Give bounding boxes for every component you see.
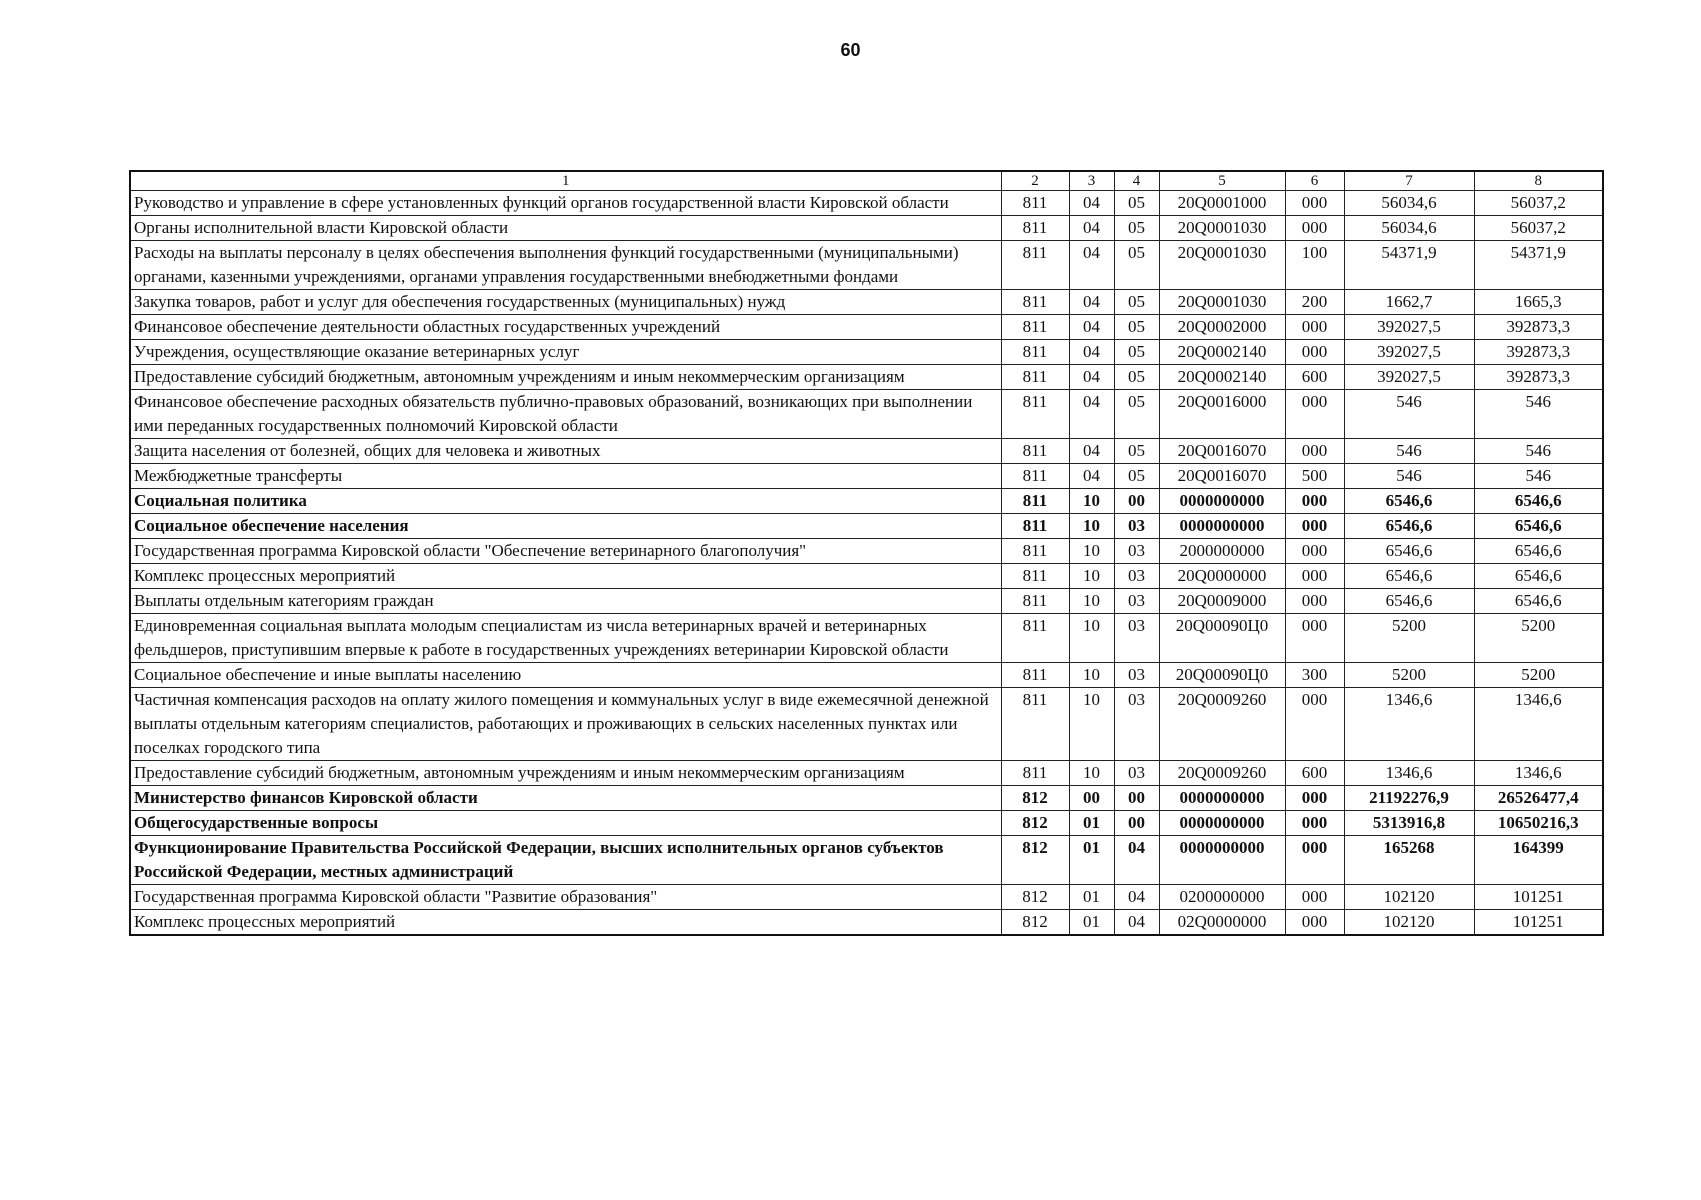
admin-code-cell: 812	[1001, 836, 1069, 885]
admin-code-cell: 811	[1001, 390, 1069, 439]
amount-year1-cell: 102120	[1344, 885, 1474, 910]
table-row	[130, 390, 1603, 439]
admin-code-cell: 811	[1001, 191, 1069, 216]
expense-type-cell: 000	[1285, 589, 1344, 614]
table-row	[130, 216, 1603, 241]
expense-type-cell: 600	[1285, 365, 1344, 390]
amount-year2-cell: 10650216,3	[1474, 811, 1603, 836]
amount-year1-cell: 6546,6	[1344, 589, 1474, 614]
target-article-cell: 20Q00090Ц0	[1159, 614, 1285, 663]
row-name-cell: Закупка товаров, работ и услуг для обеспечения государственных (муниципальных) нужд	[130, 290, 1001, 315]
expense-type-cell: 300	[1285, 663, 1344, 688]
row-name-cell: Государственная программа Кировской области "Обеспечение ветеринарного благополучия"	[130, 539, 1001, 564]
expense-type-cell: 000	[1285, 514, 1344, 539]
section-cell: 00	[1069, 786, 1114, 811]
row-name-cell: Комплекс процессных мероприятий	[130, 910, 1001, 936]
target-article-cell: 20Q0009260	[1159, 688, 1285, 761]
admin-code-cell: 812	[1001, 910, 1069, 936]
table-row	[130, 514, 1603, 539]
row-name-cell: Учреждения, осуществляющие оказание ветеринарных услуг	[130, 340, 1001, 365]
target-article-cell: 20Q0001030	[1159, 241, 1285, 290]
section-cell: 04	[1069, 365, 1114, 390]
table-row	[130, 340, 1603, 365]
expense-type-cell: 200	[1285, 290, 1344, 315]
subsection-cell: 03	[1114, 663, 1159, 688]
admin-code-cell: 811	[1001, 290, 1069, 315]
section-cell: 10	[1069, 564, 1114, 589]
subsection-cell: 05	[1114, 340, 1159, 365]
amount-year1-cell: 392027,5	[1344, 315, 1474, 340]
amount-year1-cell: 546	[1344, 464, 1474, 489]
amount-year1-cell: 5313916,8	[1344, 811, 1474, 836]
budget-table	[129, 170, 1604, 936]
admin-code-cell: 811	[1001, 663, 1069, 688]
table-row	[130, 489, 1603, 514]
admin-code-cell: 811	[1001, 564, 1069, 589]
row-name-cell: Государственная программа Кировской области "Развитие образования"	[130, 885, 1001, 910]
table-row	[130, 910, 1603, 936]
admin-code-cell: 811	[1001, 688, 1069, 761]
subsection-cell: 05	[1114, 464, 1159, 489]
amount-year1-cell: 56034,6	[1344, 191, 1474, 216]
subsection-cell: 03	[1114, 589, 1159, 614]
amount-year1-cell: 5200	[1344, 614, 1474, 663]
table-row	[130, 191, 1603, 216]
amount-year1-cell: 102120	[1344, 910, 1474, 936]
expense-type-cell: 600	[1285, 761, 1344, 786]
target-article-cell: 02Q0000000	[1159, 910, 1285, 936]
amount-year2-cell: 5200	[1474, 614, 1603, 663]
section-cell: 10	[1069, 663, 1114, 688]
table-row	[130, 761, 1603, 786]
row-name-cell: Расходы на выплаты персоналу в целях обеспечения выполнения функций государственными (муниципальными) органами, казенными учреждениями, органами управления государственными внебюджетными фондами	[130, 241, 1001, 290]
subsection-cell: 03	[1114, 688, 1159, 761]
admin-code-cell: 811	[1001, 439, 1069, 464]
amount-year2-cell: 6546,6	[1474, 564, 1603, 589]
section-cell: 10	[1069, 589, 1114, 614]
row-name-cell: Предоставление субсидий бюджетным, автономным учреждениям и иным некоммерческим организациям	[130, 365, 1001, 390]
section-cell: 01	[1069, 885, 1114, 910]
amount-year1-cell: 6546,6	[1344, 564, 1474, 589]
table-row	[130, 614, 1603, 663]
target-article-cell: 20Q0001030	[1159, 216, 1285, 241]
subsection-cell: 03	[1114, 761, 1159, 786]
section-cell: 04	[1069, 390, 1114, 439]
section-cell: 10	[1069, 539, 1114, 564]
table-row	[130, 564, 1603, 589]
section-cell: 10	[1069, 514, 1114, 539]
section-cell: 04	[1069, 439, 1114, 464]
amount-year2-cell: 1665,3	[1474, 290, 1603, 315]
section-cell: 04	[1069, 315, 1114, 340]
subsection-cell: 05	[1114, 439, 1159, 464]
target-article-cell: 20Q0002000	[1159, 315, 1285, 340]
amount-year2-cell: 6546,6	[1474, 514, 1603, 539]
amount-year1-cell: 546	[1344, 390, 1474, 439]
row-name-cell: Министерство финансов Кировской области	[130, 786, 1001, 811]
column-number-row	[130, 171, 1603, 191]
table-row	[130, 663, 1603, 688]
admin-code-cell: 812	[1001, 811, 1069, 836]
column-header: 4	[1114, 171, 1159, 191]
subsection-cell: 05	[1114, 315, 1159, 340]
target-article-cell: 0000000000	[1159, 811, 1285, 836]
row-name-cell: Руководство и управление в сфере установленных функций органов государственной власти Кировской области	[130, 191, 1001, 216]
table-row	[130, 811, 1603, 836]
row-name-cell: Функционирование Правительства Российской Федерации, высших исполнительных органов субъектов Российской Федерации, местных администраций	[130, 836, 1001, 885]
table-row	[130, 539, 1603, 564]
amount-year2-cell: 54371,9	[1474, 241, 1603, 290]
subsection-cell: 05	[1114, 241, 1159, 290]
target-article-cell: 20Q0001030	[1159, 290, 1285, 315]
subsection-cell: 03	[1114, 514, 1159, 539]
table-body	[130, 191, 1603, 936]
subsection-cell: 05	[1114, 365, 1159, 390]
amount-year2-cell: 56037,2	[1474, 191, 1603, 216]
row-name-cell: Финансовое обеспечение деятельности областных государственных учреждений	[130, 315, 1001, 340]
subsection-cell: 04	[1114, 836, 1159, 885]
row-name-cell: Выплаты отдельным категориям граждан	[130, 589, 1001, 614]
target-article-cell: 0000000000	[1159, 489, 1285, 514]
expense-type-cell: 000	[1285, 340, 1344, 365]
amount-year1-cell: 392027,5	[1344, 340, 1474, 365]
amount-year2-cell: 546	[1474, 464, 1603, 489]
expense-type-cell: 000	[1285, 688, 1344, 761]
expense-type-cell: 000	[1285, 786, 1344, 811]
table-row	[130, 290, 1603, 315]
table-row	[130, 464, 1603, 489]
amount-year2-cell: 546	[1474, 390, 1603, 439]
amount-year1-cell: 165268	[1344, 836, 1474, 885]
expense-type-cell: 000	[1285, 836, 1344, 885]
amount-year1-cell: 6546,6	[1344, 514, 1474, 539]
table-row	[130, 836, 1603, 885]
amount-year1-cell: 1346,6	[1344, 761, 1474, 786]
amount-year1-cell: 56034,6	[1344, 216, 1474, 241]
section-cell: 01	[1069, 811, 1114, 836]
subsection-cell: 05	[1114, 290, 1159, 315]
row-name-cell: Органы исполнительной власти Кировской области	[130, 216, 1001, 241]
admin-code-cell: 811	[1001, 365, 1069, 390]
expense-type-cell: 000	[1285, 315, 1344, 340]
table-row	[130, 365, 1603, 390]
amount-year2-cell: 26526477,4	[1474, 786, 1603, 811]
amount-year2-cell: 6546,6	[1474, 539, 1603, 564]
table-row	[130, 589, 1603, 614]
target-article-cell: 20Q0016070	[1159, 439, 1285, 464]
target-article-cell: 2000000000	[1159, 539, 1285, 564]
subsection-cell: 04	[1114, 910, 1159, 936]
section-cell: 04	[1069, 464, 1114, 489]
page-number: 60	[840, 40, 861, 60]
expense-type-cell: 000	[1285, 614, 1344, 663]
admin-code-cell: 811	[1001, 514, 1069, 539]
subsection-cell: 03	[1114, 614, 1159, 663]
column-header: 5	[1159, 171, 1285, 191]
row-name-cell: Межбюджетные трансферты	[130, 464, 1001, 489]
target-article-cell: 0000000000	[1159, 786, 1285, 811]
amount-year2-cell: 6546,6	[1474, 489, 1603, 514]
amount-year2-cell: 6546,6	[1474, 589, 1603, 614]
expense-type-cell: 000	[1285, 885, 1344, 910]
expense-type-cell: 000	[1285, 811, 1344, 836]
amount-year1-cell: 1662,7	[1344, 290, 1474, 315]
target-article-cell: 0200000000	[1159, 885, 1285, 910]
column-header: 6	[1285, 171, 1344, 191]
target-article-cell: 20Q0009260	[1159, 761, 1285, 786]
section-cell: 01	[1069, 836, 1114, 885]
amount-year2-cell: 164399	[1474, 836, 1603, 885]
admin-code-cell: 812	[1001, 885, 1069, 910]
admin-code-cell: 811	[1001, 614, 1069, 663]
expense-type-cell: 000	[1285, 439, 1344, 464]
subsection-cell: 00	[1114, 811, 1159, 836]
target-article-cell: 20Q0002140	[1159, 340, 1285, 365]
column-header: 8	[1474, 171, 1603, 191]
admin-code-cell: 811	[1001, 216, 1069, 241]
row-name-cell: Общегосударственные вопросы	[130, 811, 1001, 836]
table-row	[130, 885, 1603, 910]
amount-year2-cell: 5200	[1474, 663, 1603, 688]
row-name-cell: Финансовое обеспечение расходных обязательств публично-правовых образований, возникающих при выполнении ими переданных государственных полномочий Кировской области	[130, 390, 1001, 439]
admin-code-cell: 811	[1001, 241, 1069, 290]
amount-year1-cell: 6546,6	[1344, 489, 1474, 514]
amount-year1-cell: 21192276,9	[1344, 786, 1474, 811]
expense-type-cell: 500	[1285, 464, 1344, 489]
section-cell: 04	[1069, 216, 1114, 241]
admin-code-cell: 811	[1001, 489, 1069, 514]
expense-type-cell: 000	[1285, 216, 1344, 241]
subsection-cell: 03	[1114, 539, 1159, 564]
section-cell: 10	[1069, 688, 1114, 761]
subsection-cell: 05	[1114, 216, 1159, 241]
amount-year1-cell: 5200	[1344, 663, 1474, 688]
row-name-cell: Социальное обеспечение и иные выплаты населению	[130, 663, 1001, 688]
amount-year1-cell: 1346,6	[1344, 688, 1474, 761]
amount-year2-cell: 101251	[1474, 885, 1603, 910]
admin-code-cell: 811	[1001, 340, 1069, 365]
column-header: 3	[1069, 171, 1114, 191]
section-cell: 10	[1069, 761, 1114, 786]
table-row	[130, 688, 1603, 761]
section-cell: 04	[1069, 340, 1114, 365]
target-article-cell: 0000000000	[1159, 514, 1285, 539]
target-article-cell: 20Q0001000	[1159, 191, 1285, 216]
budget-table-container	[129, 170, 1602, 936]
amount-year2-cell: 546	[1474, 439, 1603, 464]
subsection-cell: 00	[1114, 489, 1159, 514]
column-header: 2	[1001, 171, 1069, 191]
expense-type-cell: 000	[1285, 910, 1344, 936]
amount-year1-cell: 392027,5	[1344, 365, 1474, 390]
section-cell: 10	[1069, 489, 1114, 514]
subsection-cell: 05	[1114, 191, 1159, 216]
admin-code-cell: 812	[1001, 786, 1069, 811]
expense-type-cell: 000	[1285, 564, 1344, 589]
amount-year2-cell: 392873,3	[1474, 315, 1603, 340]
amount-year1-cell: 546	[1344, 439, 1474, 464]
amount-year2-cell: 392873,3	[1474, 340, 1603, 365]
amount-year2-cell: 1346,6	[1474, 761, 1603, 786]
target-article-cell: 20Q00090Ц0	[1159, 663, 1285, 688]
section-cell: 04	[1069, 290, 1114, 315]
admin-code-cell: 811	[1001, 539, 1069, 564]
subsection-cell: 05	[1114, 390, 1159, 439]
expense-type-cell: 000	[1285, 191, 1344, 216]
amount-year1-cell: 54371,9	[1344, 241, 1474, 290]
row-name-cell: Предоставление субсидий бюджетным, автономным учреждениям и иным некоммерческим организациям	[130, 761, 1001, 786]
subsection-cell: 00	[1114, 786, 1159, 811]
expense-type-cell: 000	[1285, 539, 1344, 564]
amount-year1-cell: 6546,6	[1344, 539, 1474, 564]
column-header: 1	[130, 171, 1001, 191]
section-cell: 04	[1069, 191, 1114, 216]
admin-code-cell: 811	[1001, 315, 1069, 340]
amount-year2-cell: 101251	[1474, 910, 1603, 936]
row-name-cell: Комплекс процессных мероприятий	[130, 564, 1001, 589]
section-cell: 04	[1069, 241, 1114, 290]
amount-year2-cell: 56037,2	[1474, 216, 1603, 241]
row-name-cell: Социальное обеспечение населения	[130, 514, 1001, 539]
admin-code-cell: 811	[1001, 464, 1069, 489]
row-name-cell: Защита населения от болезней, общих для человека и животных	[130, 439, 1001, 464]
table-row	[130, 315, 1603, 340]
row-name-cell: Социальная политика	[130, 489, 1001, 514]
admin-code-cell: 811	[1001, 589, 1069, 614]
row-name-cell: Частичная компенсация расходов на оплату жилого помещения и коммунальных услуг в виде ежемесячной денежной выплаты отдельным категориям специалистов, работающих и проживающих в сельских населенных пунктах или поселках городского типа	[130, 688, 1001, 761]
amount-year2-cell: 1346,6	[1474, 688, 1603, 761]
table-row	[130, 439, 1603, 464]
subsection-cell: 04	[1114, 885, 1159, 910]
table-row	[130, 786, 1603, 811]
expense-type-cell: 000	[1285, 489, 1344, 514]
table-row	[130, 241, 1603, 290]
subsection-cell: 03	[1114, 564, 1159, 589]
row-name-cell: Единовременная социальная выплата молодым специалистам из числа ветеринарных врачей и ветеринарных фельдшеров, приступившим впервые к работе в государственных учреждениях ветеринарии Кировской области	[130, 614, 1001, 663]
column-header: 7	[1344, 171, 1474, 191]
target-article-cell: 20Q0002140	[1159, 365, 1285, 390]
target-article-cell: 20Q0016000	[1159, 390, 1285, 439]
target-article-cell: 20Q0000000	[1159, 564, 1285, 589]
amount-year2-cell: 392873,3	[1474, 365, 1603, 390]
admin-code-cell: 811	[1001, 761, 1069, 786]
expense-type-cell: 000	[1285, 390, 1344, 439]
expense-type-cell: 100	[1285, 241, 1344, 290]
section-cell: 10	[1069, 614, 1114, 663]
target-article-cell: 20Q0016070	[1159, 464, 1285, 489]
section-cell: 01	[1069, 910, 1114, 936]
target-article-cell: 0000000000	[1159, 836, 1285, 885]
target-article-cell: 20Q0009000	[1159, 589, 1285, 614]
